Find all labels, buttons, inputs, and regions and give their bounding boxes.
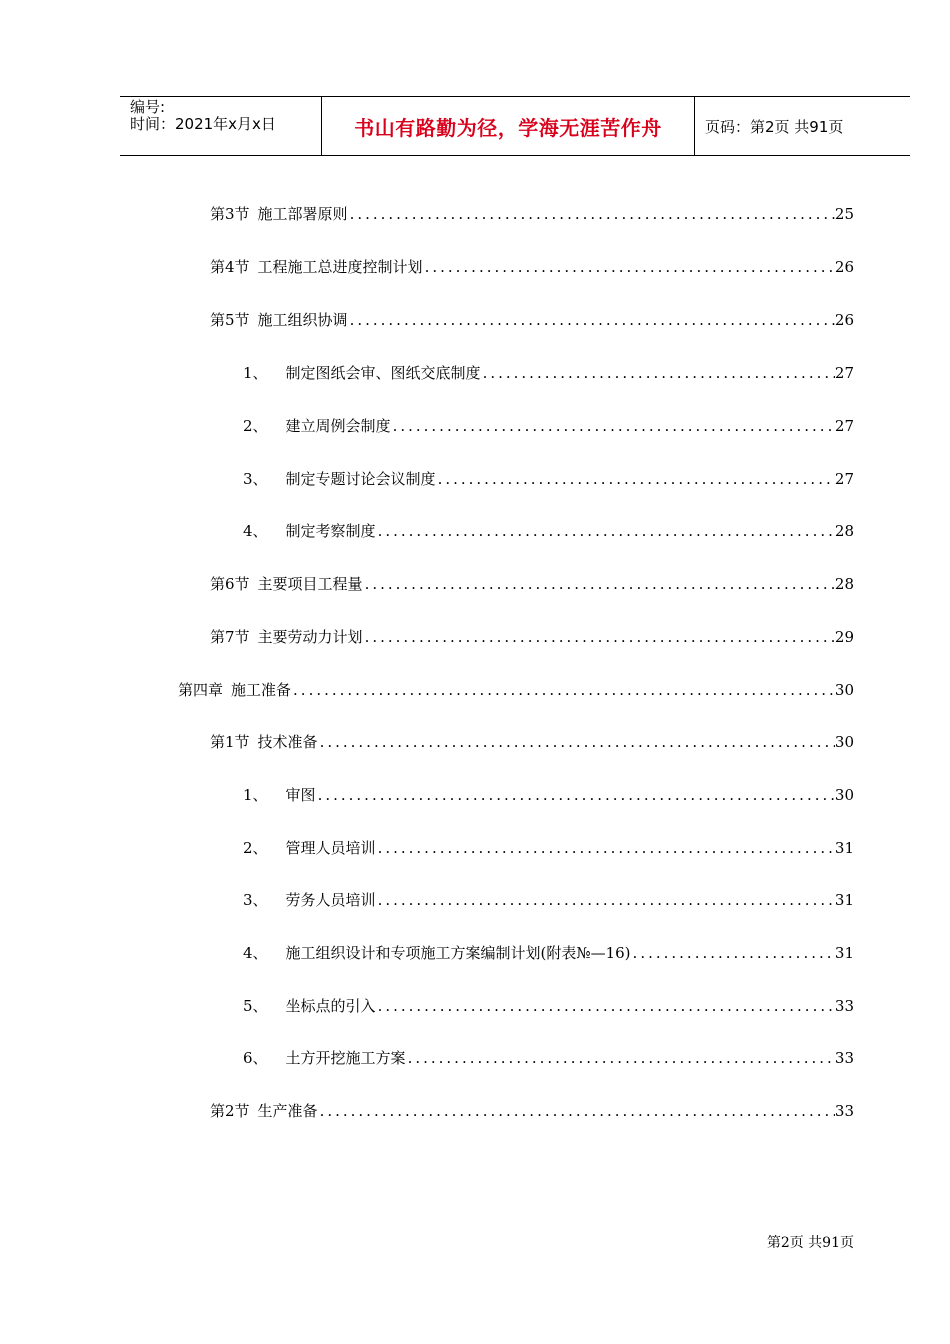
toc-title: 建立周例会制度 (285, 417, 391, 435)
toc-title: 工程施工总进度控制计划 (257, 258, 423, 276)
toc-title: 制定图纸会审、图纸交底制度 (285, 364, 481, 382)
toc-page-number: 33 (834, 997, 854, 1015)
toc-leader (376, 996, 835, 1016)
toc-page-number: 30 (834, 786, 854, 804)
toc-page-number: 26 (834, 258, 854, 276)
toc-entry[interactable] (243, 838, 854, 858)
toc-title: 土方开挖施工方案 (285, 1049, 406, 1067)
toc-leader (363, 574, 835, 594)
toc-entry[interactable] (243, 363, 854, 383)
toc-page-number: 33 (834, 1102, 854, 1120)
toc-entry[interactable] (210, 204, 854, 224)
toc-number: 第2节 (210, 1102, 250, 1120)
toc-leader (376, 521, 835, 541)
toc-page-number: 26 (834, 311, 854, 329)
toc-leader (316, 785, 835, 805)
toc-page-number: 31 (834, 891, 854, 909)
toc-number: 第1节 (210, 733, 250, 751)
toc-leader (376, 890, 835, 910)
toc-leader (318, 732, 835, 752)
toc-number: 2、 (243, 417, 268, 435)
toc-entry[interactable] (243, 416, 854, 436)
toc-title: 坐标点的引入 (285, 997, 376, 1015)
toc-page-number: 28 (834, 522, 854, 540)
footer-page-number: 第2页 共91页 (766, 1235, 854, 1251)
toc-page-number: 29 (834, 628, 854, 646)
toc-number: 6、 (243, 1049, 268, 1067)
toc-leader (406, 1048, 835, 1068)
page-header (120, 96, 910, 156)
toc-page-number: 31 (834, 944, 854, 962)
toc-title: 施工组织设计和专项施工方案编制计划(附表№—16) (285, 944, 631, 962)
toc-number: 4、 (243, 944, 268, 962)
number-label: 编号: (130, 98, 166, 116)
toc-number: 1、 (243, 786, 268, 804)
toc-entry[interactable] (243, 943, 854, 963)
toc-number: 第5节 (210, 311, 250, 329)
toc-title: 生产准备 (257, 1102, 318, 1120)
toc-title: 主要劳动力计划 (257, 628, 363, 646)
toc-page-number: 31 (834, 839, 854, 857)
toc-title: 主要项目工程量 (257, 575, 363, 593)
toc-number: 5、 (243, 997, 268, 1015)
toc-entry[interactable] (243, 469, 854, 489)
toc-page-number: 33 (834, 1049, 854, 1067)
toc-entry[interactable] (210, 257, 854, 277)
toc-leader (436, 469, 835, 489)
toc-title: 技术准备 (257, 733, 318, 751)
header-motto-cell (321, 97, 695, 155)
motto-text: 书山有路勤为径，学海无涯苦作舟 (354, 115, 662, 140)
toc-number: 3、 (243, 470, 268, 488)
toc-entry[interactable] (210, 574, 854, 594)
toc-page-number: 27 (834, 364, 854, 382)
toc-title: 施工准备 (231, 681, 292, 699)
toc-leader (391, 416, 835, 436)
toc-entry[interactable] (210, 1101, 854, 1121)
toc-title: 审图 (285, 786, 316, 804)
toc-leader (631, 943, 835, 963)
toc-number: 1、 (243, 364, 268, 382)
toc-number: 第四章 (178, 681, 224, 699)
toc-page-number: 30 (834, 681, 854, 699)
toc-entry[interactable] (243, 785, 854, 805)
toc-number: 第3节 (210, 205, 250, 223)
toc-leader (376, 838, 835, 858)
toc-number: 2、 (243, 839, 268, 857)
toc-entry[interactable] (210, 627, 854, 647)
toc-number: 第6节 (210, 575, 250, 593)
toc-page-number: 28 (834, 575, 854, 593)
toc-number: 第7节 (210, 628, 250, 646)
toc-title: 管理人员培训 (285, 839, 376, 857)
toc-entry[interactable] (243, 890, 854, 910)
toc-entry-chapter[interactable] (178, 680, 854, 700)
toc-entry[interactable] (243, 1048, 854, 1068)
toc-leader (348, 204, 835, 224)
toc-leader (423, 257, 835, 277)
toc-leader (481, 363, 835, 383)
toc-leader (291, 680, 835, 700)
toc-page-number: 25 (834, 205, 854, 223)
toc-leader (363, 627, 835, 647)
toc-entry[interactable] (210, 732, 854, 752)
toc-entry[interactable] (243, 996, 854, 1016)
toc-title: 施工部署原则 (257, 205, 348, 223)
toc-page-number: 27 (834, 470, 854, 488)
toc-number: 4、 (243, 522, 268, 540)
toc-number: 第4节 (210, 258, 250, 276)
time-label: 时间：2021年x月x日 (130, 115, 276, 133)
toc-number: 3、 (243, 891, 268, 909)
page-footer (767, 1232, 854, 1252)
toc-title: 施工组织协调 (257, 311, 348, 329)
toc-title: 制定专题讨论会议制度 (285, 470, 436, 488)
header-meta (120, 97, 321, 155)
header-page-cell (695, 97, 910, 155)
toc-entry[interactable] (210, 310, 854, 330)
toc-title: 劳务人员培训 (285, 891, 376, 909)
toc-entry[interactable] (243, 521, 854, 541)
toc-leader (318, 1101, 835, 1121)
toc-page-number: 30 (834, 733, 854, 751)
header-page-label: 页码：第2页 共91页 (705, 117, 844, 136)
toc-leader (348, 310, 835, 330)
toc-page-number: 27 (834, 417, 854, 435)
toc-title: 制定考察制度 (285, 522, 376, 540)
